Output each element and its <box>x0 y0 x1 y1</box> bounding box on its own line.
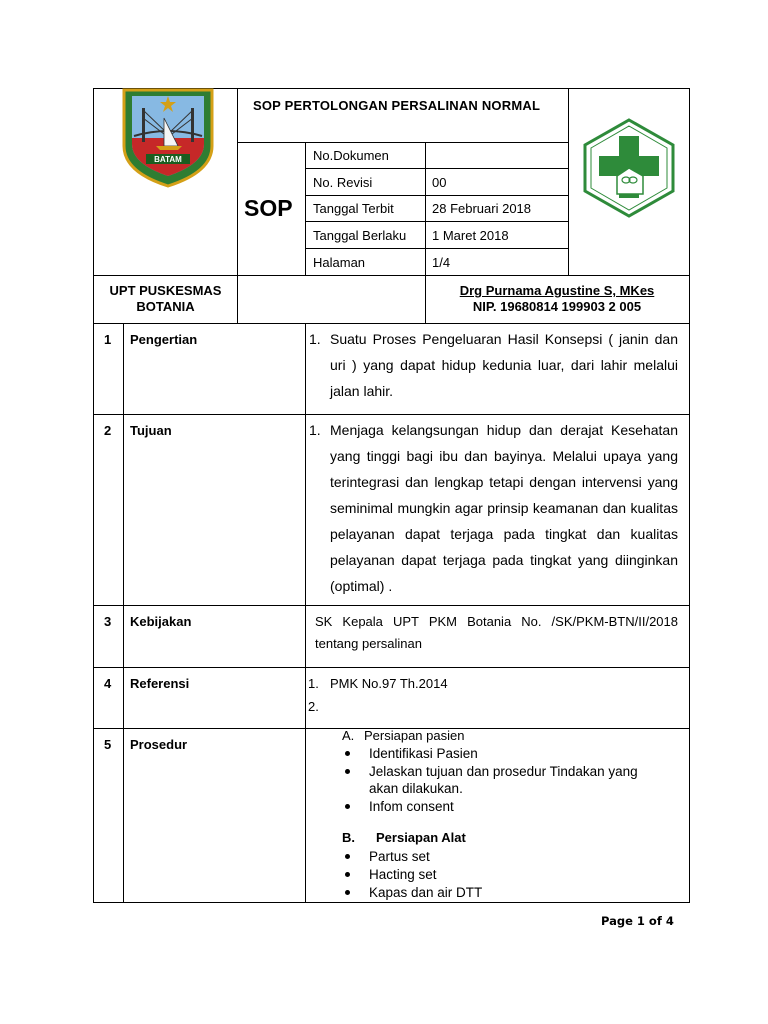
list-item: Identifikasi Pasien <box>369 746 478 761</box>
section-text-kebijakan: SK Kepala UPT PKM Botania No. /SK/PKM-BTN/II/2018 tentang persalinan <box>315 614 678 651</box>
section-text-pengertian: Suatu Proses Pengeluaran Hasil Konsepsi ( janin dan uri ) yang dapat hidup kedunia luar, dari lahir melalui jalan lahir. <box>330 331 678 399</box>
bullet-icon <box>345 872 350 877</box>
meta-value-tanggal-terbit: 28 Februari 2018 <box>432 201 532 216</box>
puskesmas-logo <box>583 118 675 218</box>
section-title-prosedur: Prosedur <box>130 737 188 752</box>
list-item: Infom consent <box>369 799 454 814</box>
sop-label: SOP <box>244 195 293 221</box>
svg-text:BATAM: BATAM <box>154 155 182 164</box>
subsection-title-persiapan-alat: Persiapan Alat <box>376 830 466 845</box>
section-text-tujuan: Menjaga kelangsungan hidup dan derajat Kesehatan yang tinggi bagi ibu dan bayinya. Melalui upaya yang terintegrasi dan lengkap tetapi dengan intervensi yang seminimal mungkin agar prinsip keamanan dan kualitas pelayanan dapat terjaga pada tingkat dan kualitas pelayanan dapat terjaga pada tingkat yang diinginkan (optimal) . <box>330 422 678 594</box>
meta-value-halaman: 1/4 <box>432 255 451 270</box>
subsection-marker: B. <box>342 830 355 845</box>
signer-name: Drg Purnama Agustine S, MKes <box>459 283 655 298</box>
bullet-icon <box>345 804 350 809</box>
list-item: Jelaskan tujuan dan prosedur Tindakan yang <box>369 764 638 779</box>
bullet-icon <box>345 890 350 895</box>
section-number: 1 <box>104 332 112 347</box>
meta-label-halaman: Halaman <box>313 255 366 270</box>
batam-emblem-icon <box>120 88 216 188</box>
section-number: 5 <box>104 737 112 752</box>
page-number: Page 1 of 4 <box>601 914 674 928</box>
subsection-marker: A. <box>342 728 355 743</box>
bullet-icon <box>345 854 350 859</box>
list-marker: 1. <box>308 676 319 691</box>
signer-nip: NIP. 19680814 199903 2 005 <box>472 299 642 314</box>
meta-value-no-revisi: 00 <box>432 175 447 190</box>
meta-label-tanggal-berlaku: Tanggal Berlaku <box>313 228 407 243</box>
section-title-referensi: Referensi <box>130 676 190 691</box>
list-marker: 1. <box>309 422 321 438</box>
list-item: Kapas dan air DTT <box>369 885 483 900</box>
health-cross-house-icon <box>583 118 675 218</box>
signer-block <box>426 283 688 315</box>
list-item: Hacting set <box>369 867 437 882</box>
subsection-title-persiapan-pasien: Persiapan pasien <box>364 728 465 743</box>
section-number: 3 <box>104 614 112 629</box>
batam-logo <box>120 88 216 188</box>
list-item-continuation: akan dilakukan. <box>369 781 463 796</box>
document-title: SOP PERTOLONGAN PERSALINAN NORMAL <box>253 98 541 113</box>
section-title-kebijakan: Kebijakan <box>130 614 192 629</box>
list-marker: 1. <box>309 331 321 347</box>
reference-item: PMK No.97 Th.2014 <box>330 676 448 691</box>
bullet-icon <box>345 769 350 774</box>
section-title-pengertian: Pengertian <box>130 332 198 347</box>
section-number: 4 <box>104 676 112 691</box>
list-marker: 2. <box>308 699 319 714</box>
meta-label-no-dokumen: No.Dokumen <box>313 148 389 163</box>
org-name: UPT PUSKESMAS BOTANIA <box>109 283 222 314</box>
section-title-tujuan: Tujuan <box>130 423 172 438</box>
section-number: 2 <box>104 423 112 438</box>
bullet-icon <box>345 751 350 756</box>
meta-label-tanggal-terbit: Tanggal Terbit <box>313 201 394 216</box>
meta-value-tanggal-berlaku: 1 Maret 2018 <box>432 228 509 243</box>
meta-label-no-revisi: No. Revisi <box>313 175 373 190</box>
list-item: Partus set <box>369 849 430 864</box>
